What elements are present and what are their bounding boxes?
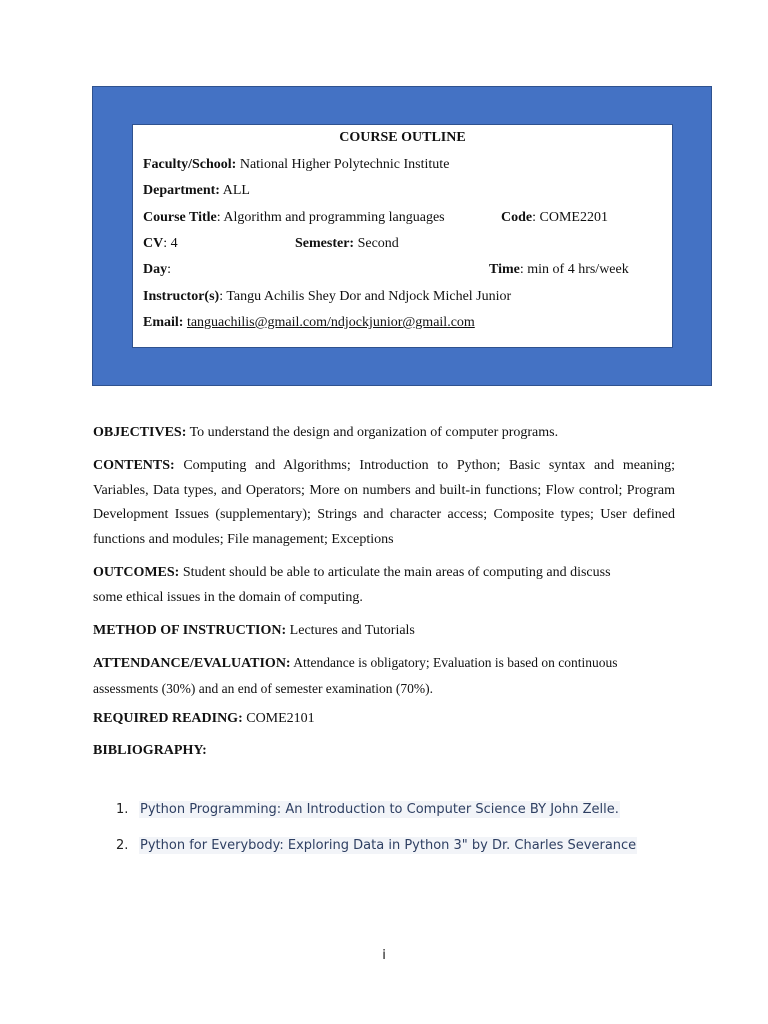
time-row [489,261,629,279]
faculty-label: Faculty/School: [143,157,237,172]
page-number: i [382,948,386,963]
contents-paragraph [93,454,675,552]
email-link[interactable]: tanguachilis@gmail.com/ndjockjunior@gmail.com [186,315,475,330]
contents-label: CONTENTS: [93,458,175,473]
day-row [143,261,171,279]
bibliography-link[interactable]: Python Programming: An Introduction to Computer Science BY John Zelle. [140,802,619,817]
faculty-value: National Higher Polytechnic Institute [236,157,450,172]
outcomes-paragraph [93,561,675,610]
day-value: : [167,262,172,277]
objectives-label: OBJECTIVES: [93,425,187,440]
cv-label: CV [143,236,164,251]
outcomes-line1: Student should be able to articulate the main areas of computing and discuss [179,565,611,580]
day-label: Day [143,262,168,277]
method-paragraph [93,619,675,644]
course-title-row [143,209,445,227]
instructor-row [143,288,511,306]
list-number: 2. [116,838,129,853]
cv-value: : 4 [163,236,178,251]
department-value: ALL [219,183,250,198]
semester-row [295,235,399,253]
objectives-paragraph [93,421,675,446]
method-text: Lectures and Tutorials [286,623,415,638]
code-label: Code [501,210,533,225]
attendance-paragraph [93,651,675,701]
bibliography-label: BIBLIOGRAPHY: [93,743,207,758]
list-number: 1. [116,802,129,817]
bibliography-heading [93,739,675,764]
reading-text: COME2101 [242,711,315,726]
outcomes-label: OUTCOMES: [93,565,180,580]
instructor-value: : Tangu Achilis Shey Dor and Ndjock Michel Junior [219,289,512,304]
code-value: : COME2201 [532,210,608,225]
list-item [116,802,620,817]
reading-paragraph [93,707,675,732]
time-label: Time [489,262,520,277]
attendance-line1: Attendance is obligatory; Evaluation is based on continuous [290,655,618,670]
reading-label: REQUIRED READING: [93,711,243,726]
outcomes-line2: some ethical issues in the domain of computing. [93,589,363,605]
email-label: Email: [143,315,184,330]
cv-row [143,235,178,253]
course-outline-card [132,124,673,348]
attendance-line2: assessments (30%) and an end of semester examination (70%). [93,680,434,696]
semester-value: Second [354,236,399,251]
email-row [143,314,475,332]
department-label: Department: [143,183,220,198]
time-value: : min of 4 hrs/week [519,262,629,277]
department-row [143,182,250,200]
attendance-label: ATTENDANCE/EVALUATION: [93,656,291,671]
course-outline-title: COURSE OUTLINE [339,130,466,145]
bibliography-link[interactable]: Python for Everybody: Exploring Data in Python 3" by Dr. Charles Severance [140,838,637,853]
instructor-label: Instructor(s) [143,289,220,304]
course-title-label: Course Title [143,210,217,225]
objectives-text: To understand the design and organization of computer programs. [186,425,559,440]
semester-label: Semester: [295,236,355,251]
course-title-value: : Algorithm and programming languages [216,210,445,225]
code-row [501,209,608,227]
method-label: METHOD OF INSTRUCTION: [93,623,287,638]
list-item [116,838,637,853]
faculty-row [143,156,449,174]
contents-text: Computing and Algorithms; Introduction to Python; Basic syntax and meaning; Variables, Data types, and Operators; More on numbers and built-in functions; Flow control; Program Development Issues (supplementary); Strings and character access; Composite types; User defined functions and modules; File management; Exceptions [93,458,675,547]
